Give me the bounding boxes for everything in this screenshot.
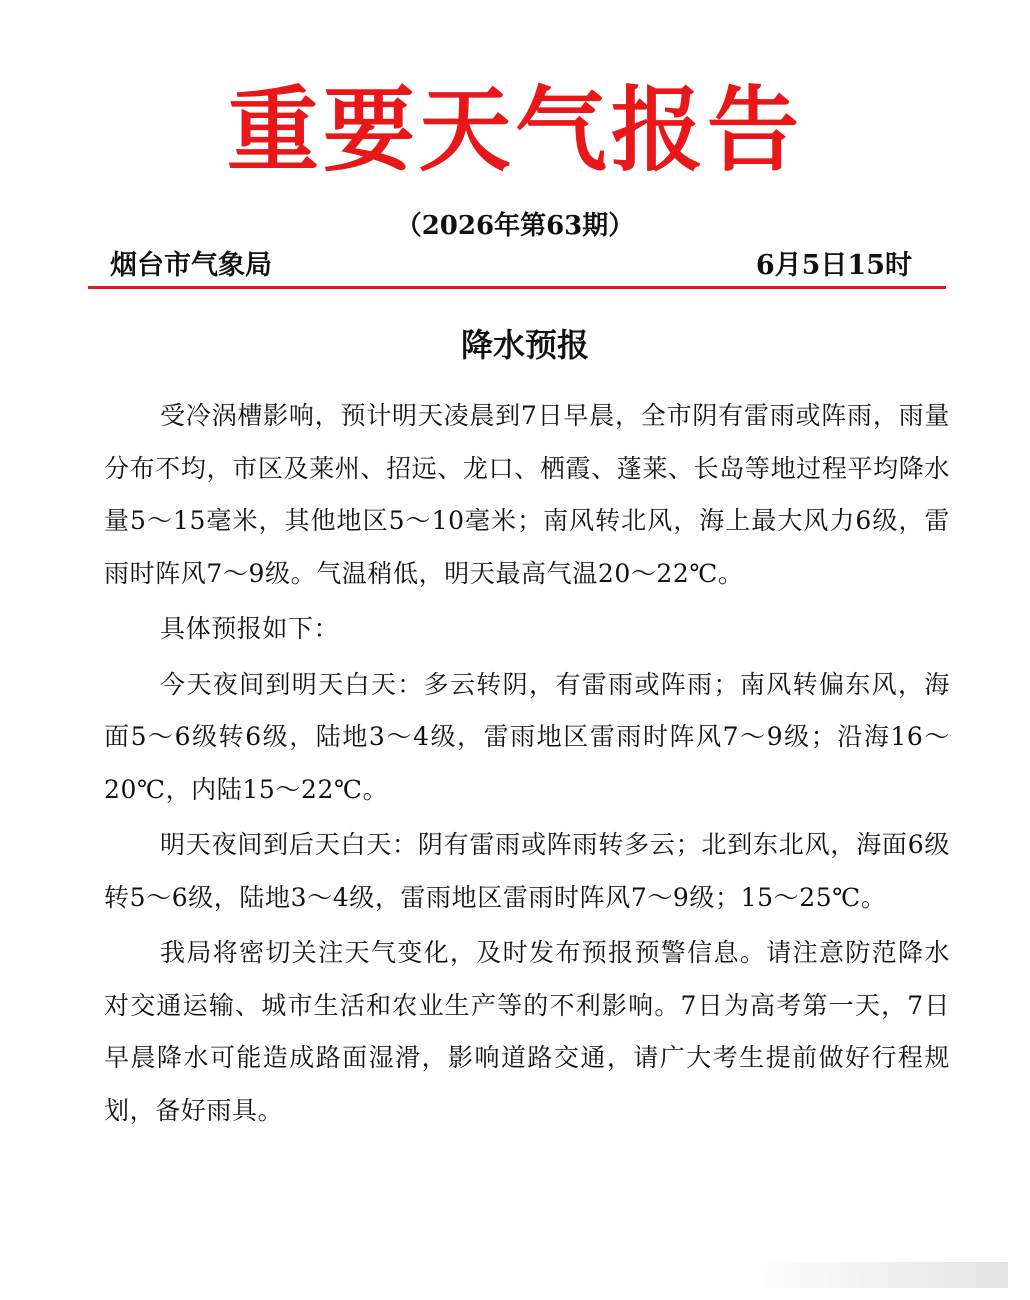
report-masthead: 重要天气报告 bbox=[226, 76, 803, 184]
corner-watermark bbox=[748, 1262, 1008, 1288]
paragraph-overview: 受冷涡槽影响，预计明天凌晨到7日早晨，全市阴有雷雨或阵雨，雨量分布不均，市区及莱州、招远、龙口、栖霞、蓬莱、长岛等地过程平均降水量5～15毫米，其他地区5～10毫米；南风转北风，海上最大风力6级，雷雨时阵风7～9级。气温稍低，明天最高气温20～22℃。 bbox=[104, 401, 950, 588]
paragraph-advisory: 我局将密切关注天气变化，及时发布预报预警信息。请注意防范降水对交通运输、城市生活和农业生产等的不利影响。7日为高考第一天，7日早晨降水可能造成路面湿滑，影响道路交通，请广大考生提前做好行程规划，备好雨具。 bbox=[104, 938, 950, 1125]
section-title: 降水预报 bbox=[460, 326, 589, 364]
paragraph-tomorrow-night: 明天夜间到后天白天：阴有雷雨或阵雨转多云；北到东北风，海面6级转5～6级，陆地3～4级，雷雨地区雷雨时阵风7～9级；15～25℃。 bbox=[104, 830, 950, 912]
paragraph-tonight: 今天夜间到明天白天：多云转阴，有雷雨或阵雨；南风转偏东风，海面5～6级转6级，陆地3～4级，雷雨地区雷雨时阵风7～9级；沿海16～20℃，内陆15～22℃。 bbox=[104, 669, 950, 804]
issue-datetime: 6月5日15时 bbox=[755, 250, 912, 281]
header-divider bbox=[88, 286, 946, 289]
issuing-agency: 烟台市气象局 bbox=[110, 250, 272, 281]
paragraph-intro: 具体预报如下： bbox=[160, 614, 340, 643]
report-body bbox=[104, 390, 950, 1137]
issue-number: （2026年第63期） bbox=[395, 211, 635, 241]
